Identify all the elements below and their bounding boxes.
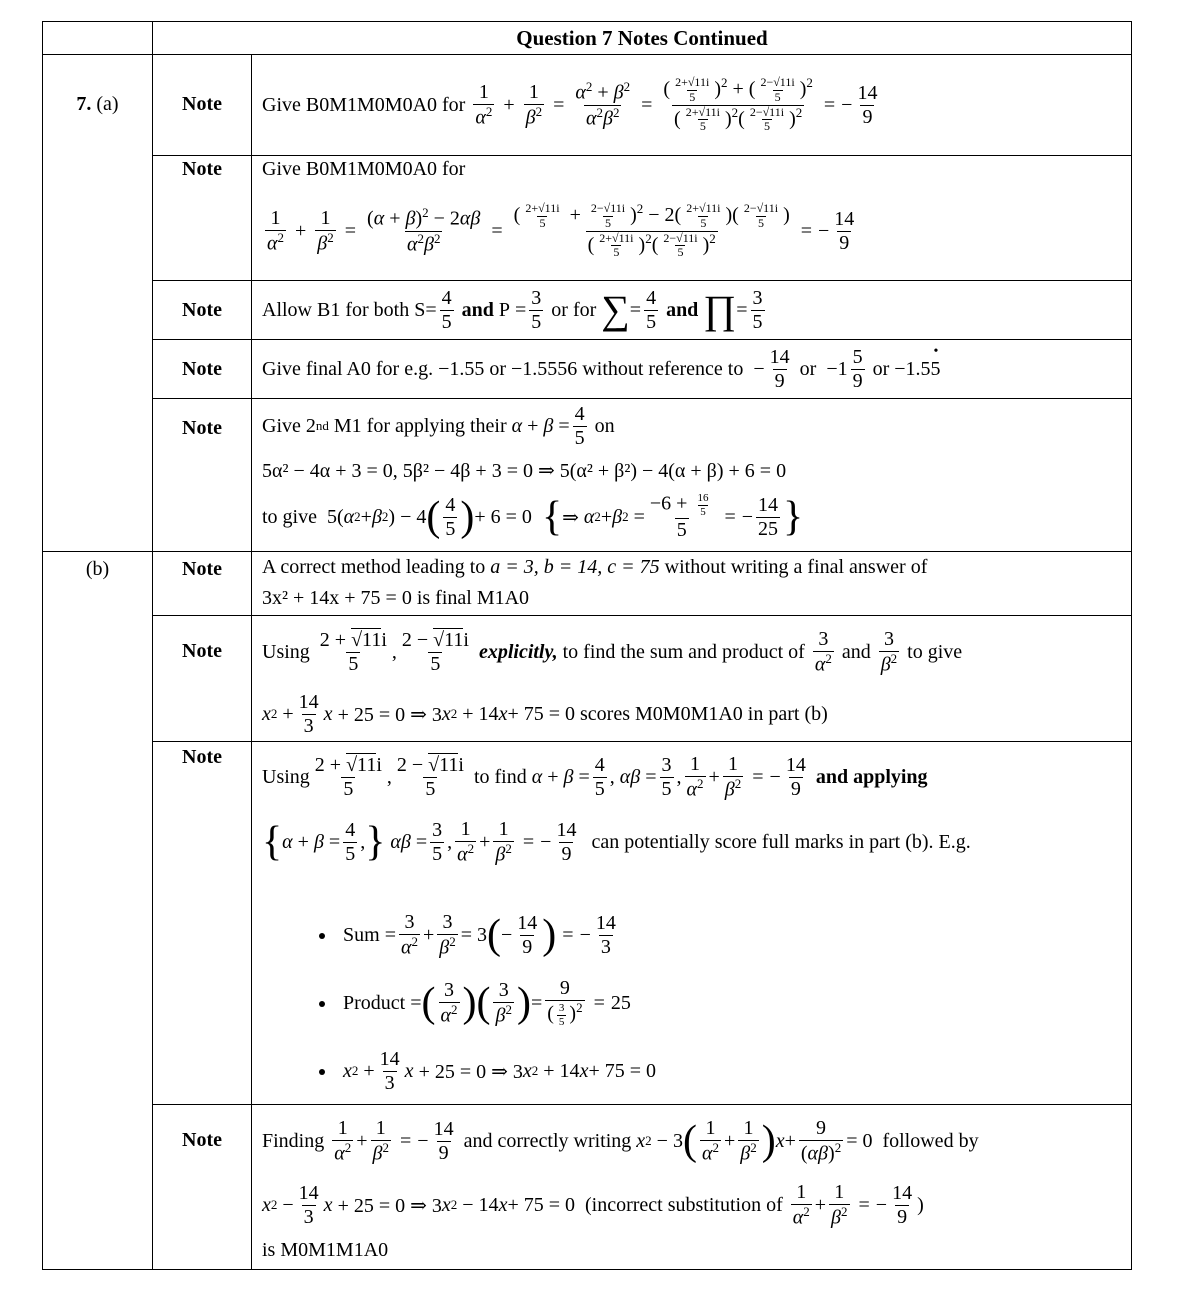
note-b4-text: Finding [262, 1129, 325, 1152]
note-label: Note [153, 399, 252, 552]
note-label: Note [153, 616, 252, 742]
part-a-label: (a) [96, 93, 119, 115]
note-b3-content: Using 2 + √11i 5 , 2 − √11i 5 to find α + β = 4 5 , αβ = 3 5 , 1 $\alpha^2$ + $\frac{1}{\beta^2}$ = − $\frac{14}{9}$ and applying { α + β = 4 5 , } αβ = 3 5 , 1 $\alpha^2$ + $\frac{1}{\beta^2}$ = − $\frac{14}{9}$ can potentially score full marks in part (b). E.g. • Sum = 3 $\alpha^2$ + 3 $\beta^2$ = 3 ( − 14 9 ) = − $\frac{14}{3}$ • Product = ( 3 $\alpha^2$ )( 3 $\beta^2$ ) = 9 ( $\frac{3}{5}$ )$^2$ = 25 • x 2 + 14 3 x + 25 = 0 ⇒ 3 x 2 + 14 x + 75 = 0 [252, 742, 1132, 1105]
note-b4-content: Finding 1 $\alpha^2$ + $\frac{1}{\beta^2}$ = − $\frac{14}{9}$ and correctly writing x 2 − 3 ( 1 $\alpha^2$ + 1 $\beta^2$ ) x + 9 $(\alpha\beta)^2$ = 0 followed by x 2 − 14 3 x + 25 = 0 ⇒ 3 x 2 − 14 x + 75 = 0 (incorrect substitution of 1 $\alpha^2$ + $\frac{1}{\beta^2}$ = − $\frac{14}{9}$ ) is M0M1M1A0 [252, 1105, 1132, 1270]
note-3-content: Allow B1 for both S = 4 5 and P = 3 5 or for ∑ = 4 5 and ∏ = 3 5 [252, 281, 1132, 340]
list-item: • Product = ( 3 $\alpha^2$ )( 3 $\beta^2$ ) = 9 ( $\frac{3}{5}$ )$^2$ = 25 [337, 968, 1121, 1038]
example-list [262, 902, 1121, 1104]
note-5-equation: 5α² − 4α + 3 = 0, 5β² − 4β + 3 = 0 ⇒ 5(α² + β²) − 4(α + β) + 6 = 0 [262, 459, 787, 482]
note-b2-text: Using [262, 640, 310, 663]
question-number-cell [43, 55, 153, 552]
part-b-label: (b) [85, 558, 110, 580]
note-b1-text: A correct method leading to [262, 555, 486, 578]
note-1-content: Give B0M1M0M0A0 for 1 $\alpha^2$ + $\frac{1}{\beta^2}$ = $\frac{\alpha^2 + \beta^2}{\alpha^2\beta^2}$ = ( $\frac{2+√11i}{5}$ )$^2$ + ( $\frac{2-√11i}{5}$ )$^2$ ( $\frac{2+√11i}{5}$ )$^2$( $\frac{2-√11i}{5}$ )$^2$ = − $\frac{14}{9}$ [252, 55, 1132, 156]
note-label: Note [153, 1105, 252, 1270]
note-b1-content: A correct method leading to a = 3, b = 14, c = 75 without writing a final answer of 3x² + 14x + 75 = 0 is final M1A0 [252, 552, 1132, 616]
note-5-text: Give 2 [262, 414, 316, 437]
note-5-content: Give 2 nd M1 for applying their α + β = 4 5 on 5α² − 4α + 3 = 0, 5β² − 4β + 3 = 0 ⇒ 5(α² + β²) − 4(α + β) + 6 = 0 to give 5( α 2 + β 2 ) − 4 ( 4 5 ) + 6 = 0 { ⇒ α 2 + β 2 = −6 + $\frac{16}{5}$ 5 = − $\frac{14}{25}$ } [252, 399, 1132, 552]
note-b2-content: Using 2 + √11i 5 , 2 − √11i 5 explicitly, to find the sum and product of 3 $\alpha^2$ and 3 $\beta^2$ to give x 2 + 14 3 x + 25 = 0 ⇒ 3 x 2 + 14 x + 75 = 0 scores M0M0M1A0 in part (b) [252, 616, 1132, 742]
note-label: Note [153, 552, 252, 616]
header-blank-cell [43, 22, 153, 55]
note-label: Note [153, 55, 252, 156]
notes-table [42, 21, 1132, 1270]
note-2-text: Give B0M1M0M0A0 for [262, 158, 466, 180]
note-4-text: Give final A0 for e.g. [262, 357, 434, 380]
question-number: 7. [76, 93, 92, 115]
table-title: Question 7 Notes Continued [153, 22, 1132, 55]
note-4-content: Give final A0 for e.g. −1.55 or −1.5556 without reference to − 14 9 or −1 5 9 or −1.5 5 • [252, 340, 1132, 399]
note-label: Note [153, 156, 252, 281]
note-1-text: Give B0M1M0M0A0 for [262, 93, 466, 116]
note-label: Note [153, 281, 252, 340]
note-3-text: Allow B1 for both [262, 298, 410, 321]
note-label: Note [153, 742, 252, 1105]
list-item: • x 2 + 14 3 x + 25 = 0 ⇒ 3 x 2 + 14 x + 75 = 0 [337, 1038, 1121, 1104]
note-b3-text: Using [262, 765, 310, 788]
part-b-cell [43, 552, 153, 1270]
list-item: • Sum = 3 $\alpha^2$ + 3 $\beta^2$ = 3 ( − 14 9 ) = − $\frac{14}{3}$ [337, 902, 1121, 968]
note-2-content: Give B0M1M0M0A0 for 1 $\alpha^2$ + $\frac{1}{\beta^2}$ = $\frac{(\alpha + \beta)^2 - 2\alpha\beta}{\alpha^2\beta^2}$ = ( $\frac{2+√11i}{5}$ + $\frac{2-√11i}{5}$ )$^2$ − 2( $\frac{2+√11i}{5}$ )( $\frac{2-√11i}{5}$ ) ( $\frac{2+√11i}{5}$ )$^2$( $\frac{2-√11i}{5}$ )$^2$ = − $\frac{14}{9}$ [252, 156, 1132, 281]
note-label: Note [153, 340, 252, 399]
